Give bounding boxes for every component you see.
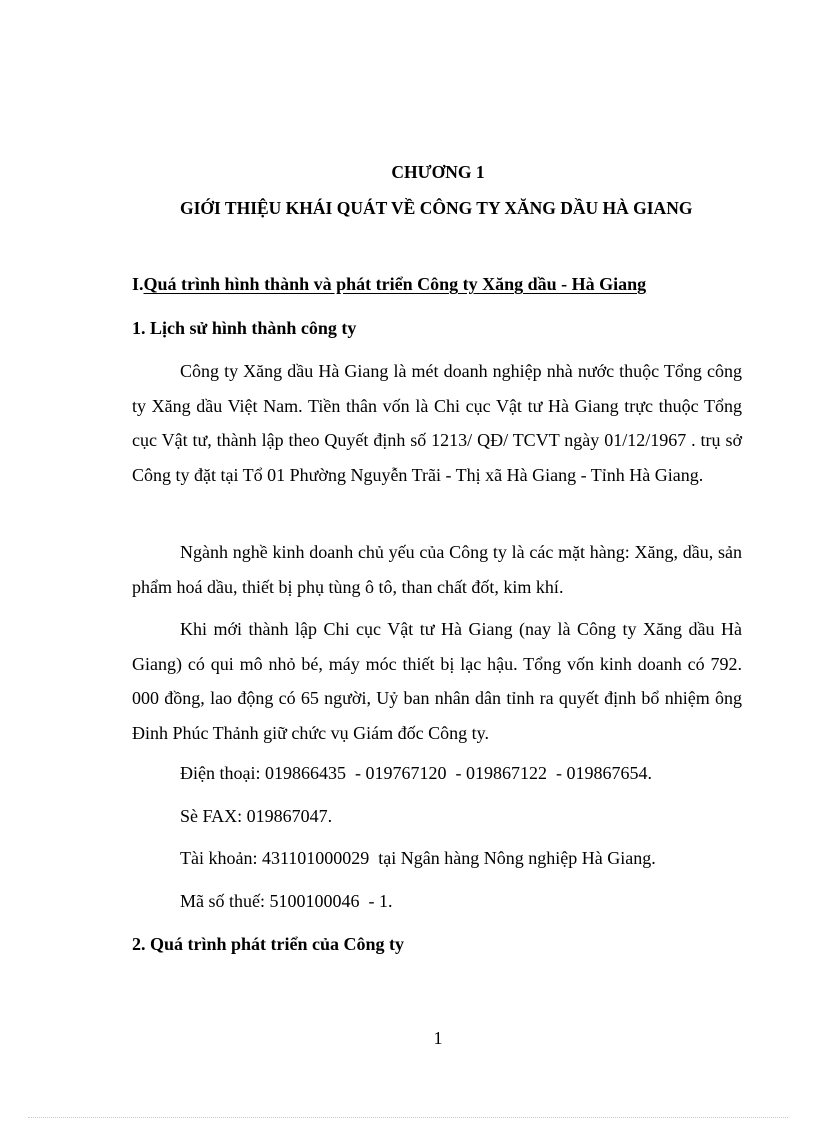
- phone-line: Điện thoại: 019866435 - 019767120 - 019867122 - 019867654.: [180, 763, 652, 783]
- page-number: 1: [433, 1028, 443, 1048]
- chapter-label: CHƯƠNG 1: [391, 162, 485, 182]
- fax-line: Sè FAX: 019867047.: [180, 806, 333, 826]
- paragraph-business-lines: Ngành nghề kinh doanh chủ yếu của Công ty là các mặt hàng: Xăng, dầu, sản phẩm hoá dầu, thiết bị phụ tùng ô tô, than chất đốt, kim khí.: [132, 542, 742, 597]
- tax-code-line: Mã số thuế: 5100100046 - 1.: [180, 891, 393, 911]
- section-number: I.: [132, 274, 144, 294]
- section-title: Quá trình hình thành và phát triển Công ty Xăng dầu - Hà Giang: [143, 274, 647, 294]
- subsection-heading-development: 2. Quá trình phát triển của Công ty: [132, 934, 405, 954]
- paragraph-founding: Khi mới thành lập Chi cục Vật tư Hà Giang (nay là Công ty Xăng dầu Hà Giang) có qui mô nhỏ bé, máy móc thiết bị lạc hậu. Tổng vốn kinh doanh có 792. 000 đồng, lao động có 65 người, Uỷ ban nhân dân tỉnh ra quyết định bổ nhiệm ông Đinh Phúc Thảnh giữ chức vụ Giám đốc Công ty.: [132, 619, 742, 743]
- chapter-title: GIỚI THIỆU KHÁI QUÁT VỀ CÔNG TY XĂNG DẦU HÀ GIANG: [180, 198, 693, 218]
- paragraph-history: Công ty Xăng dầu Hà Giang là mét doanh nghiệp nhà nước thuộc Tổng công ty Xăng dầu Việt Nam. Tiền thân vốn là Chi cục Vật tư Hà Giang trực thuộc Tổng cục Vật tư, thành lập theo Quyết định số 1213/ QĐ/ TCVT ngày 01/12/1967 . trụ sở Công ty đặt tại Tổ 01 Phường Nguyễn Trãi - Thị xã Hà Giang - Tỉnh Hà Giang.: [132, 361, 742, 485]
- section-heading: [132, 274, 646, 295]
- page-divider: [28, 1117, 788, 1118]
- account-line: Tài khoản: 431101000029 tại Ngân hàng Nông nghiệp Hà Giang.: [180, 848, 656, 868]
- subsection-heading-history: 1. Lịch sử hình thành công ty: [132, 318, 357, 338]
